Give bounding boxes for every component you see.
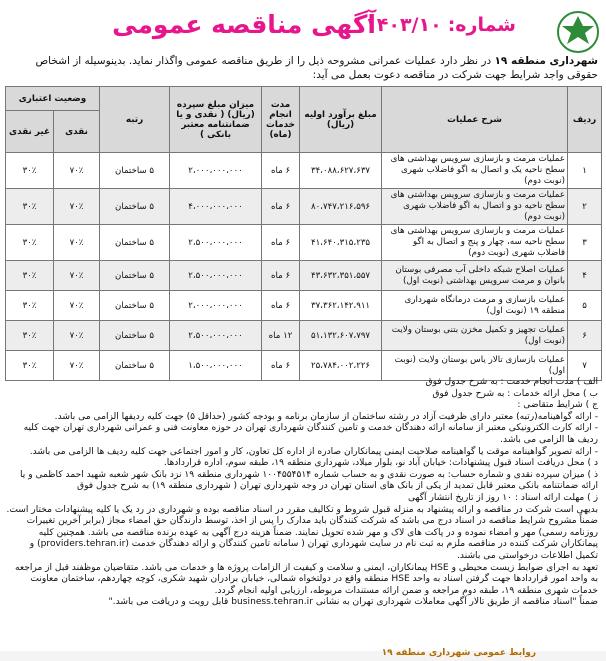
cell-deposit: ۲،۰۰۰،۰۰۰،۰۰۰ xyxy=(170,153,262,189)
cell-grade: ۵ ساختمان xyxy=(100,153,170,189)
cell-description: عملیات اصلاح شبکه داخلی آب مصرفی بوستان بانوان و مرمت سرویس بهداشتی (نوبت اول) xyxy=(382,261,568,291)
cell-estimate: ۲۵،۷۸۴،۰۰۲،۲۲۶ xyxy=(300,351,382,381)
cell-row-number: ۶ xyxy=(568,321,602,351)
cell-noncash: ۳۰٪ xyxy=(6,153,54,189)
cell-duration: ۶ ماه xyxy=(262,189,300,225)
intro-lead: شهرداری منطقه ۱۹ xyxy=(494,55,598,67)
cell-cash: ۷۰٪ xyxy=(54,321,100,351)
condition-item: ز ) مهلت ارائه اسناد : ۱۰ روز از تاریخ انتشار آگهی xyxy=(407,492,598,503)
cell-noncash: ۳۰٪ xyxy=(6,261,54,291)
page-title: آگهی مناقصه عمومی xyxy=(112,10,376,39)
cell-duration: ۶ ماه xyxy=(262,351,300,381)
cell-duration: ۶ ماه xyxy=(262,153,300,189)
cell-estimate: ۴۳،۶۳۲،۳۵۱،۵۵۷ xyxy=(300,261,382,291)
tender-table xyxy=(5,86,602,381)
cell-description: عملیات بازسازی و مرمت درمانگاه شهرداری منطقه ۱۹ (نوبت اول) xyxy=(382,291,568,321)
cell-noncash: ۳۰٪ xyxy=(6,321,54,351)
col-header-row: ردیف xyxy=(568,87,602,153)
cell-deposit: ۲،۵۰۰،۰۰۰،۰۰۰ xyxy=(170,225,262,261)
col-header-estimate: مبلغ برآورد اولیه (ریال) xyxy=(300,87,382,153)
cell-row-number: ۴ xyxy=(568,261,602,291)
table-row xyxy=(6,153,602,189)
cell-grade: ۵ ساختمان xyxy=(100,291,170,321)
col-header-credit: وضعیت اعتباری xyxy=(6,87,100,111)
cell-estimate: ۵۱،۱۳۲،۶۰۷،۷۹۷ xyxy=(300,321,382,351)
condition-item: - ارائه کارت الکترونیکی معتبر از سامانه ارائه دهندگان خدمت و تامین کنندگان شهرداری تهران در حوزه معاونت فنی و عمرانی شهرداری تهران جهت کلیه ردیف ها الزامی می باشد. xyxy=(23,423,598,445)
cell-description: عملیات مرمت و بازسازی سرویس بهداشتی های سطح ناحیه یک و اتصال به اگو فاضلاب شهری (نوبت دوم) xyxy=(382,153,568,189)
condition-item: د ) محل دریافت اسناد قبول پیشنهادات: خیابان آباد نو، بلوار میلاد، شهرداری منطقه ۱۹، طبقه سوم، اداره قراردادها. xyxy=(163,458,598,469)
table-body xyxy=(6,153,602,381)
cell-deposit: ۴،۰۰۰،۰۰۰،۰۰۰ xyxy=(170,189,262,225)
cell-description: عملیات مرمت و بازسازی سرویس بهداشتی های سطح ناحیه سه، چهار و پنج و اتصال به اگو فاضلاب شهری (نوبت دوم) xyxy=(382,225,568,261)
col-header-desc: شرح عملیات xyxy=(382,87,568,153)
notice-number-value: ۱۴۰۳/۱۰ xyxy=(365,14,442,36)
cell-deposit: ۲،۵۰۰،۰۰۰،۰۰۰ xyxy=(170,261,262,291)
cell-row-number: ۱ xyxy=(568,153,602,189)
notice-number-label: شماره: xyxy=(447,14,516,36)
cell-deposit: ۲،۰۰۰،۰۰۰،۰۰۰ xyxy=(170,291,262,321)
cell-row-number: ۳ xyxy=(568,225,602,261)
condition-item: ج ) شرایط متقاضی : xyxy=(517,400,598,411)
table-row xyxy=(6,189,602,225)
cell-noncash: ۳۰٪ xyxy=(6,351,54,381)
condition-item: ضمناً "اسناد مناقصه از طریق تالار آگهی معاملات شهرداری تهران به نشانی business.tehran.ir قابل رویت و دریافت می باشد." xyxy=(108,597,598,608)
cell-estimate: ۳۷،۳۶۲،۱۴۲،۹۱۱ xyxy=(300,291,382,321)
cell-description: عملیات تجهیز و تکمیل مخزن بتنی بوستان ولایت (نوبت اول) xyxy=(382,321,568,351)
cell-duration: ۱۲ ماه xyxy=(262,321,300,351)
cell-cash: ۷۰٪ xyxy=(54,153,100,189)
col-header-grade: رتبه xyxy=(100,87,170,153)
cell-grade: ۵ ساختمان xyxy=(100,261,170,291)
cell-grade: ۵ ساختمان xyxy=(100,189,170,225)
notice-number xyxy=(359,14,516,36)
cell-estimate: ۸۰،۷۴۷،۲۱۶،۵۹۶ xyxy=(300,189,382,225)
cell-grade: ۵ ساختمان xyxy=(100,321,170,351)
cell-cash: ۷۰٪ xyxy=(54,189,100,225)
condition-item: الف ) مدت انجام خدمت : به شرح جدول فوق xyxy=(425,377,598,387)
condition-item: - ارائه گواهینامه(رتبه) معتبر دارای ظرفیت آزاد در رشته ساختمان از سازمان برنامه و بودجه کشور (حداقل ۵) جهت کلیه ردیفها الزامی می باشد. xyxy=(54,411,598,422)
intro-text: در نظر دارد عملیات عمرانی مشروحه ذیل را از طریق مناقصه عمومی واگذار نماید. بدینوسیله از اشخاص حقوقی واجد شرایط جهت شرکت در مناقصه دعوت بعمل می آید: xyxy=(35,55,598,81)
table-row xyxy=(6,291,602,321)
table-row xyxy=(6,351,602,381)
cell-deposit: ۲،۵۰۰،۰۰۰،۰۰۰ xyxy=(170,321,262,351)
cell-duration: ۶ ماه xyxy=(262,225,300,261)
intro-paragraph xyxy=(6,54,598,82)
col-header-duration: مدت انجام خدمات (ماه) xyxy=(262,87,300,153)
table-row xyxy=(6,321,602,351)
condition-item: تعهد به اجرای ضوابط زیست محیطی و HSE پیمانکاران، ایمنی و سلامت و کیفیت از الزامات پروژه ها و خدمات می باشد. متقاضیان موظفند قبل از مراجعه به واحد امور قراردادها جهت گرفتن اسناد به واحد HSE منطقه واقع در دولتخواه شمالی، خیابان برادران شهید شکری، کوچه چهاردهم، ساختمان معاونت خدمات شهری منطقه ۱۹، طبقه دوم مراجعه و ضمن ارائه مستندات مربوطه، ارزیابی اولیه انجام گردد. xyxy=(14,562,598,596)
col-header-noncash: غیر نقدی xyxy=(6,111,54,153)
col-header-deposit: میزان مبلغ سپرده (ریال) ( نقدی و یا ضمانتنامه معتبر بانکی ) xyxy=(170,87,262,153)
cell-row-number: ۲ xyxy=(568,189,602,225)
header xyxy=(0,6,606,48)
cell-deposit: ۱،۵۰۰،۰۰۰،۰۰۰ xyxy=(170,351,262,381)
cell-cash: ۷۰٪ xyxy=(54,261,100,291)
cell-estimate: ۳۴،۰۸۸،۶۲۷،۶۳۷ xyxy=(300,153,382,189)
conditions-section xyxy=(6,377,598,609)
condition-item: بدیهی است شرکت در مناقصه و ارائه پیشنهاد به منزله قبول شروط و تکالیف مقرر در اسناد مناقصه بوده و شهرداری در رد یک یا کلیه پیشنهادات مختار است. ضمناً مشروح شرایط مناقصه در اسناد درج می باشد که شرکت کنندگان باید مدارک را پس از اخذ، توسط دارندگان حق امضاء مجاز (برابر آخرین تغییرات روزنامه رسمی) مهر و امضاء نموده و در پاکت های لاک و مهر شده تحویل نمایند. ضمناً هزینه درج آگهی به عهده برنده مناقصه می باشد. همچنین کلیه پیمانکاران شرکت کننده در مناقصه ملزم به ثبت نام در سایت شهرداری تهران ( سامانه تامین کنندگان و ارائه دهندگان خدمت (providers.tehran.ir) و تکمیل اطلاعات درخواستی می باشند. xyxy=(6,504,598,561)
cell-grade: ۵ ساختمان xyxy=(100,351,170,381)
cell-noncash: ۳۰٪ xyxy=(6,225,54,261)
cell-noncash: ۳۰٪ xyxy=(6,189,54,225)
condition-item: ذ ) میزان سپرده نقدی و شماره حساب: به صورت نقدی و به حساب شماره ۱۰۰۴۵۵۴۵۱۴ شهرداری منطقه ۱۹ نزد بانک شهر شعبه شهید احمد کاظمی و یا ارائه ضمانتنامه بانکی معتبر قابل تمدید از یکی از بانک های استان تهران در وجه شهرداری تهران ( شهرداری منطقه ۱۹) به شرح جدول فوق xyxy=(20,469,598,492)
cell-description: عملیات بازسازی تالار یاس بوستان ولایت (نوبت اول) xyxy=(382,351,568,381)
table-row xyxy=(6,261,602,291)
cell-row-number: ۵ xyxy=(568,291,602,321)
cell-cash: ۷۰٪ xyxy=(54,351,100,381)
cell-description: عملیات مرمت و بازسازی سرویس بهداشتی های سطح ناحیه دو و اتصال به اگو فاضلاب شهری (نوبت دوم) xyxy=(382,189,568,225)
table-row xyxy=(6,225,602,261)
cell-cash: ۷۰٪ xyxy=(54,291,100,321)
condition-item: ب ) محل ارائه خدمات : به شرح جدول فوق xyxy=(432,388,598,399)
cell-grade: ۵ ساختمان xyxy=(100,225,170,261)
cell-cash: ۷۰٪ xyxy=(54,225,100,261)
cell-estimate: ۴۱،۶۴۰،۳۱۵،۲۳۵ xyxy=(300,225,382,261)
cell-duration: ۶ ماه xyxy=(262,261,300,291)
col-header-cash: نقدی xyxy=(54,111,100,153)
cell-noncash: ۳۰٪ xyxy=(6,291,54,321)
cell-row-number: ۷ xyxy=(568,351,602,381)
tehran-municipality-logo-icon xyxy=(556,10,600,54)
footer-text: روابط عمومی شهرداری منطقه ۱۹ xyxy=(381,648,536,658)
condition-item: - ارائه تصویر گواهینامه موقت یا گواهینامه صلاحیت ایمنی پیمانکاران صادره از اداره کل تعاون، کار و امور اجتماعی جهت کلیه ردیف ها الزامی می باشد. xyxy=(29,446,598,457)
cell-duration: ۶ ماه xyxy=(262,291,300,321)
